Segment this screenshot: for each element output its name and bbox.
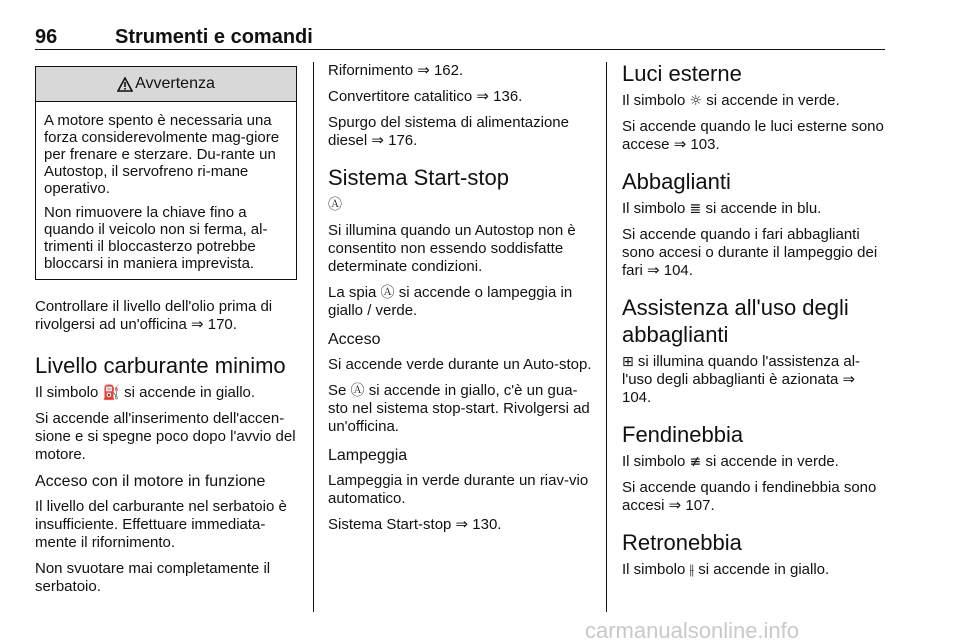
high-beam-icon: ≣ — [689, 201, 702, 217]
chapter-title: Strumenti e comandi — [115, 26, 313, 48]
exterior-lights-symbol-text — [622, 92, 886, 110]
rear-fog-icon: ⫲ — [689, 562, 695, 578]
oil-check-text: Controllare il livello dell'olio prima di rivolgersi ad un'officina ⇒ 170. — [35, 298, 273, 333]
on-text: Si accende verde durante un Auto-stop. — [328, 356, 592, 373]
text-fragment: Il simbolo — [622, 453, 686, 470]
text-fragment: si accende o lampeggia in giallo / verde. — [328, 284, 573, 319]
fuel-symbol-text — [35, 384, 297, 402]
flashing-text: Lampeggia in verde durante un riav-vio automatico. — [328, 472, 589, 507]
fog-lights-text: Si accende quando i fendinebbia sono accesi ⇒ 107. — [622, 479, 877, 514]
engine-running-heading: Acceso con il motore in funzione — [35, 473, 266, 490]
exterior-lights-heading: Luci esterne — [622, 61, 742, 86]
warning-header — [36, 67, 296, 102]
high-beam-assist-text — [622, 353, 886, 407]
text-fragment: si illumina quando l'assistenza al-l'uso degli abbaglianti è azionata ⇒ 104. — [622, 353, 861, 406]
start-stop-text: Si illumina quando un Autostop non è consentito non essendo soddisfatte determinate condizioni. — [328, 222, 576, 275]
high-beam-symbol-text — [622, 200, 886, 218]
reference-diesel: Spurgo del sistema di alimentazione diesel ⇒ 176. — [328, 114, 569, 149]
rear-fog-symbol-text — [622, 561, 886, 579]
start-stop-icon: Ⓐ — [328, 197, 342, 213]
on-heading: Acceso — [328, 331, 381, 348]
text-fragment: Il simbolo — [622, 561, 686, 578]
high-beam-assist-heading: Assistenza all'uso degli abbaglianti — [622, 295, 849, 347]
exterior-lights-icon: ☼ — [689, 93, 703, 109]
column-left — [35, 62, 297, 604]
fog-lights-symbol-text — [622, 453, 886, 471]
text-fragment: La spia — [328, 284, 377, 301]
warning-box — [35, 66, 297, 280]
text-fragment: si accende in giallo. — [124, 384, 256, 401]
on-fault-text — [328, 382, 594, 436]
high-beam-text: Si accende quando i fari abbaglianti sono accesi o durante il lampeggio dei fari ⇒ 104. — [622, 226, 878, 279]
warning-text: A motore spento è necessaria una forza considerevolmente mag-giore per frenare e sterzare. Du-rante un Autostop, il servofreno ri-mane operativo. — [44, 112, 280, 197]
text-fragment: si accende in giallo, c'è un gua-sto nel sistema stop-start. Rivolgersi ad un'officina. — [328, 382, 590, 435]
text-fragment: Il simbolo — [622, 200, 686, 217]
reference-catalytic: Convertitore catalitico ⇒ 136. — [328, 88, 523, 105]
fuel-info-text: Si accende all'inserimento dell'accen-sione e si spegne poco dopo l'avvio del motore. — [35, 410, 296, 463]
text-fragment: si accende in blu. — [705, 200, 822, 217]
fuel-level-heading: Livello carburante minimo — [35, 353, 286, 378]
column-divider — [606, 62, 607, 612]
start-stop-symbol-line — [328, 196, 594, 214]
engine-running-text: Il livello del carburante nel serbatoio è insufficiente. Effettuare immediata-mente il rifornimento. — [35, 498, 287, 551]
warning-title: Avvertenza — [135, 75, 215, 92]
text-fragment: Se — [328, 382, 347, 399]
text-fragment: si accende in verde. — [705, 453, 839, 470]
exterior-lights-text: Si accende quando le luci esterne sono accese ⇒ 103. — [622, 118, 884, 153]
warning-triangle-icon — [117, 77, 133, 92]
page-header — [35, 26, 885, 50]
column-right — [622, 62, 886, 587]
start-stop-lamp-text — [328, 284, 594, 320]
start-stop-heading: Sistema Start-stop — [328, 165, 509, 190]
start-stop-icon: Ⓐ — [350, 383, 365, 399]
fog-light-icon: ≢ — [689, 454, 702, 470]
text-fragment: si accende in verde. — [706, 92, 840, 109]
flashing-heading: Lampeggia — [328, 447, 408, 464]
warning-text: Non rimuovere la chiave fino a quando il veicolo non si ferma, al-trimenti il bloccasterzo potrebbe bloccarsi in maniera imprevista. — [44, 204, 268, 272]
high-beam-assist-icon: ⊞ — [622, 354, 634, 370]
header-divider — [35, 49, 885, 50]
reference-start-stop: Sistema Start-stop ⇒ 130. — [328, 516, 502, 533]
high-beam-heading: Abbaglianti — [622, 169, 731, 194]
text-fragment: si accende in giallo. — [698, 561, 830, 578]
rear-fog-heading: Retronebbia — [622, 530, 742, 555]
fog-lights-heading: Fendinebbia — [622, 422, 744, 447]
fuel-pump-icon: ⛽ — [102, 385, 120, 401]
text-fragment: Il simbolo — [622, 92, 686, 109]
engine-running-text: Non svuotare mai completamente il serbatoio. — [35, 560, 271, 595]
page-number: 96 — [35, 26, 58, 48]
reference-refuel: Rifornimento ⇒ 162. — [328, 62, 464, 79]
start-stop-icon: Ⓐ — [380, 285, 395, 301]
watermark: carmanualsonline.info — [585, 618, 800, 643]
text-fragment: Il simbolo — [35, 384, 99, 401]
column-divider — [313, 62, 314, 612]
column-middle — [328, 62, 594, 542]
